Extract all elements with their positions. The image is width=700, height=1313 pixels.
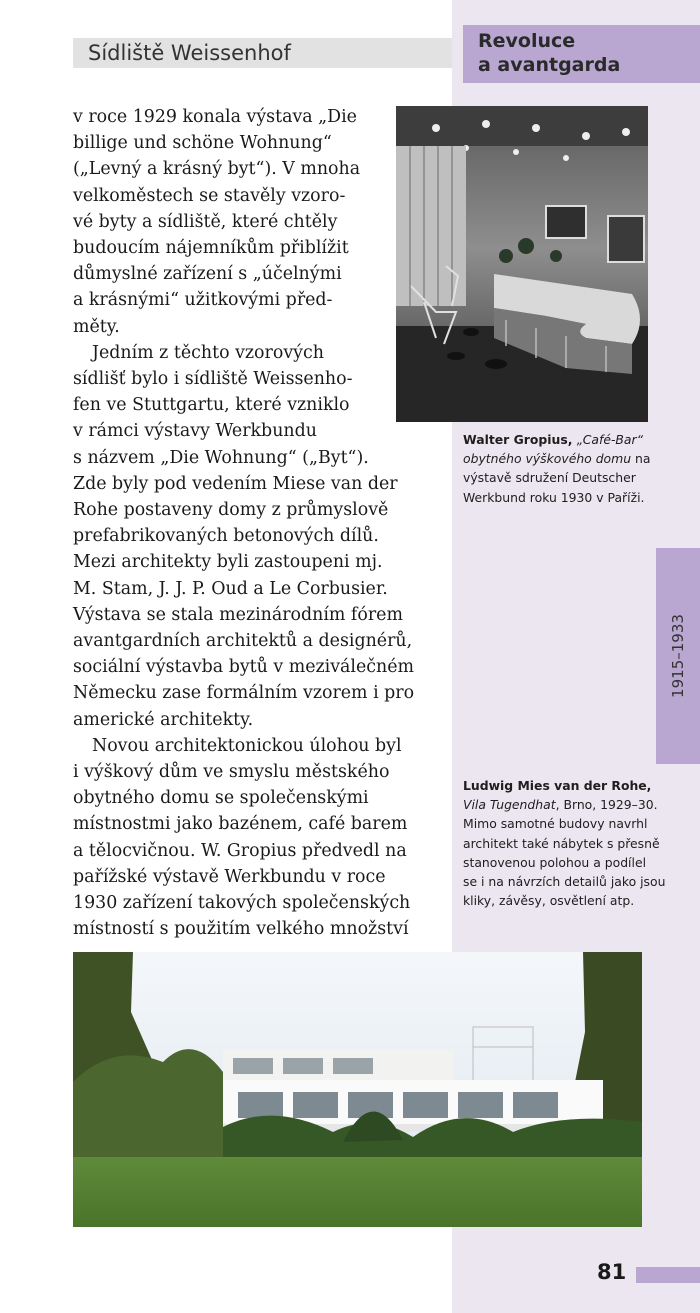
section-title-line-2: a avantgarda	[478, 54, 621, 76]
text-line: budoucím nájemníkům přiblížit	[73, 238, 349, 259]
caption-text: kliky, závěsy, osvětlení atp.	[463, 893, 635, 909]
date-range: 1915–1933	[669, 614, 687, 698]
text-line: místností s použitím velkého množství	[73, 919, 409, 940]
caption-title-cont: obytného výškového domu	[463, 451, 632, 467]
page-number-bar	[636, 1267, 700, 1283]
text-line: Mezi architekty byli zastoupeni mj.	[73, 552, 383, 573]
text-line: a tělocvičnou. W. Gropius předvedl na	[73, 840, 407, 861]
text-line: avantgardních architektů a designérů,	[73, 631, 413, 652]
caption-text: výstavě sdružení Deutscher	[463, 470, 636, 486]
text-line: prefabrikovaných betonových dílů.	[73, 526, 379, 547]
caption-author: Walter Gropius	[463, 432, 568, 447]
text-line: důmyslné zařízení s „účelnými	[73, 264, 342, 285]
caption-text: , Brno, 1929–30.	[555, 797, 658, 813]
cafe-bar-caption: Walter Gropius, „Café-Bar“ obytného výškového domu na výstavě sdružení Deutscher Werkbund roku 1930 v Paříži.	[463, 430, 650, 507]
text-line: billige und schöne Wohnung“	[73, 133, 332, 154]
text-line: sociální výstavba bytů v meziválečném	[73, 657, 415, 678]
text-line: v roce 1929 konala výstava „Die	[73, 107, 357, 127]
text-line: Rohe postaveny domy z průmyslově	[73, 500, 389, 521]
caption-text: Werkbund roku 1930 v Paříži.	[463, 489, 645, 505]
villa-tugendhat-photo	[73, 952, 642, 1227]
text-line: a krásnými“ užitkovými před-	[73, 290, 333, 311]
caption-title: Vila Tugendhat	[463, 797, 556, 813]
section-title-line-1: Revoluce	[478, 30, 576, 52]
caption-author: Ludwig Mies van der Rohe,	[463, 778, 652, 793]
text-line: Zde byly pod vedením Miese van der	[73, 473, 398, 494]
text-line: pařížské výstavě Werkbundu v roce	[73, 866, 386, 887]
chapter-title: Sídliště Weissenhof	[88, 41, 291, 65]
body-text	[73, 104, 414, 943]
text-line: i výškový dům ve smyslu městského	[73, 762, 390, 783]
caption-text: stanovenou polohou a podílel	[463, 854, 647, 870]
caption-text: na	[631, 451, 651, 467]
text-line: 1930 zařízení takových společenských	[73, 893, 411, 914]
text-line: americké architekty.	[73, 709, 254, 730]
text-line: vé byty a sídliště, které chtěly	[73, 211, 338, 232]
caption-text: Mimo samotné budovy navrhl	[463, 816, 648, 832]
text-line: M. Stam, J. J. P. Oud a Le Corbusier.	[73, 578, 388, 599]
text-line: obytného domu se společenskými	[73, 788, 369, 809]
text-line: Novou architektonickou úlohou byl	[92, 735, 402, 756]
text-line: sídlišť bylo i sídliště Weissenho-	[73, 369, 353, 390]
text-line: („Levný a krásný byt“). V mnoha	[73, 159, 361, 180]
text-line: v rámci výstavy Werkbundu	[73, 421, 317, 442]
text-line: fen ve Stuttgartu, které vzniklo	[73, 395, 350, 416]
text-line: s názvem „Die Wohnung“ („Byt“).	[73, 447, 369, 468]
page-number: 81	[597, 1260, 627, 1284]
caption-text: architekt také nábytek s přesně	[463, 835, 660, 851]
tugendhat-caption	[463, 776, 665, 910]
section-title	[478, 29, 698, 77]
text-line: Výstava se stala mezinárodním fórem	[73, 604, 403, 625]
caption-title: „Café-Bar“	[576, 432, 644, 447]
text-line: místnostmi jako bazénem, café barem	[73, 814, 408, 835]
text-line: velkoměstech se stavěly vzoro-	[73, 185, 346, 206]
text-line: Německu zase formálním vzorem i pro	[73, 683, 415, 704]
text-line: měty.	[73, 316, 120, 337]
text-line: Jedním z těchto vzorových	[92, 342, 324, 363]
cafe-bar-photo	[396, 106, 648, 422]
caption-text: se i na návrzích detailů jako jsou	[463, 874, 666, 890]
date-range-tab	[656, 548, 700, 764]
